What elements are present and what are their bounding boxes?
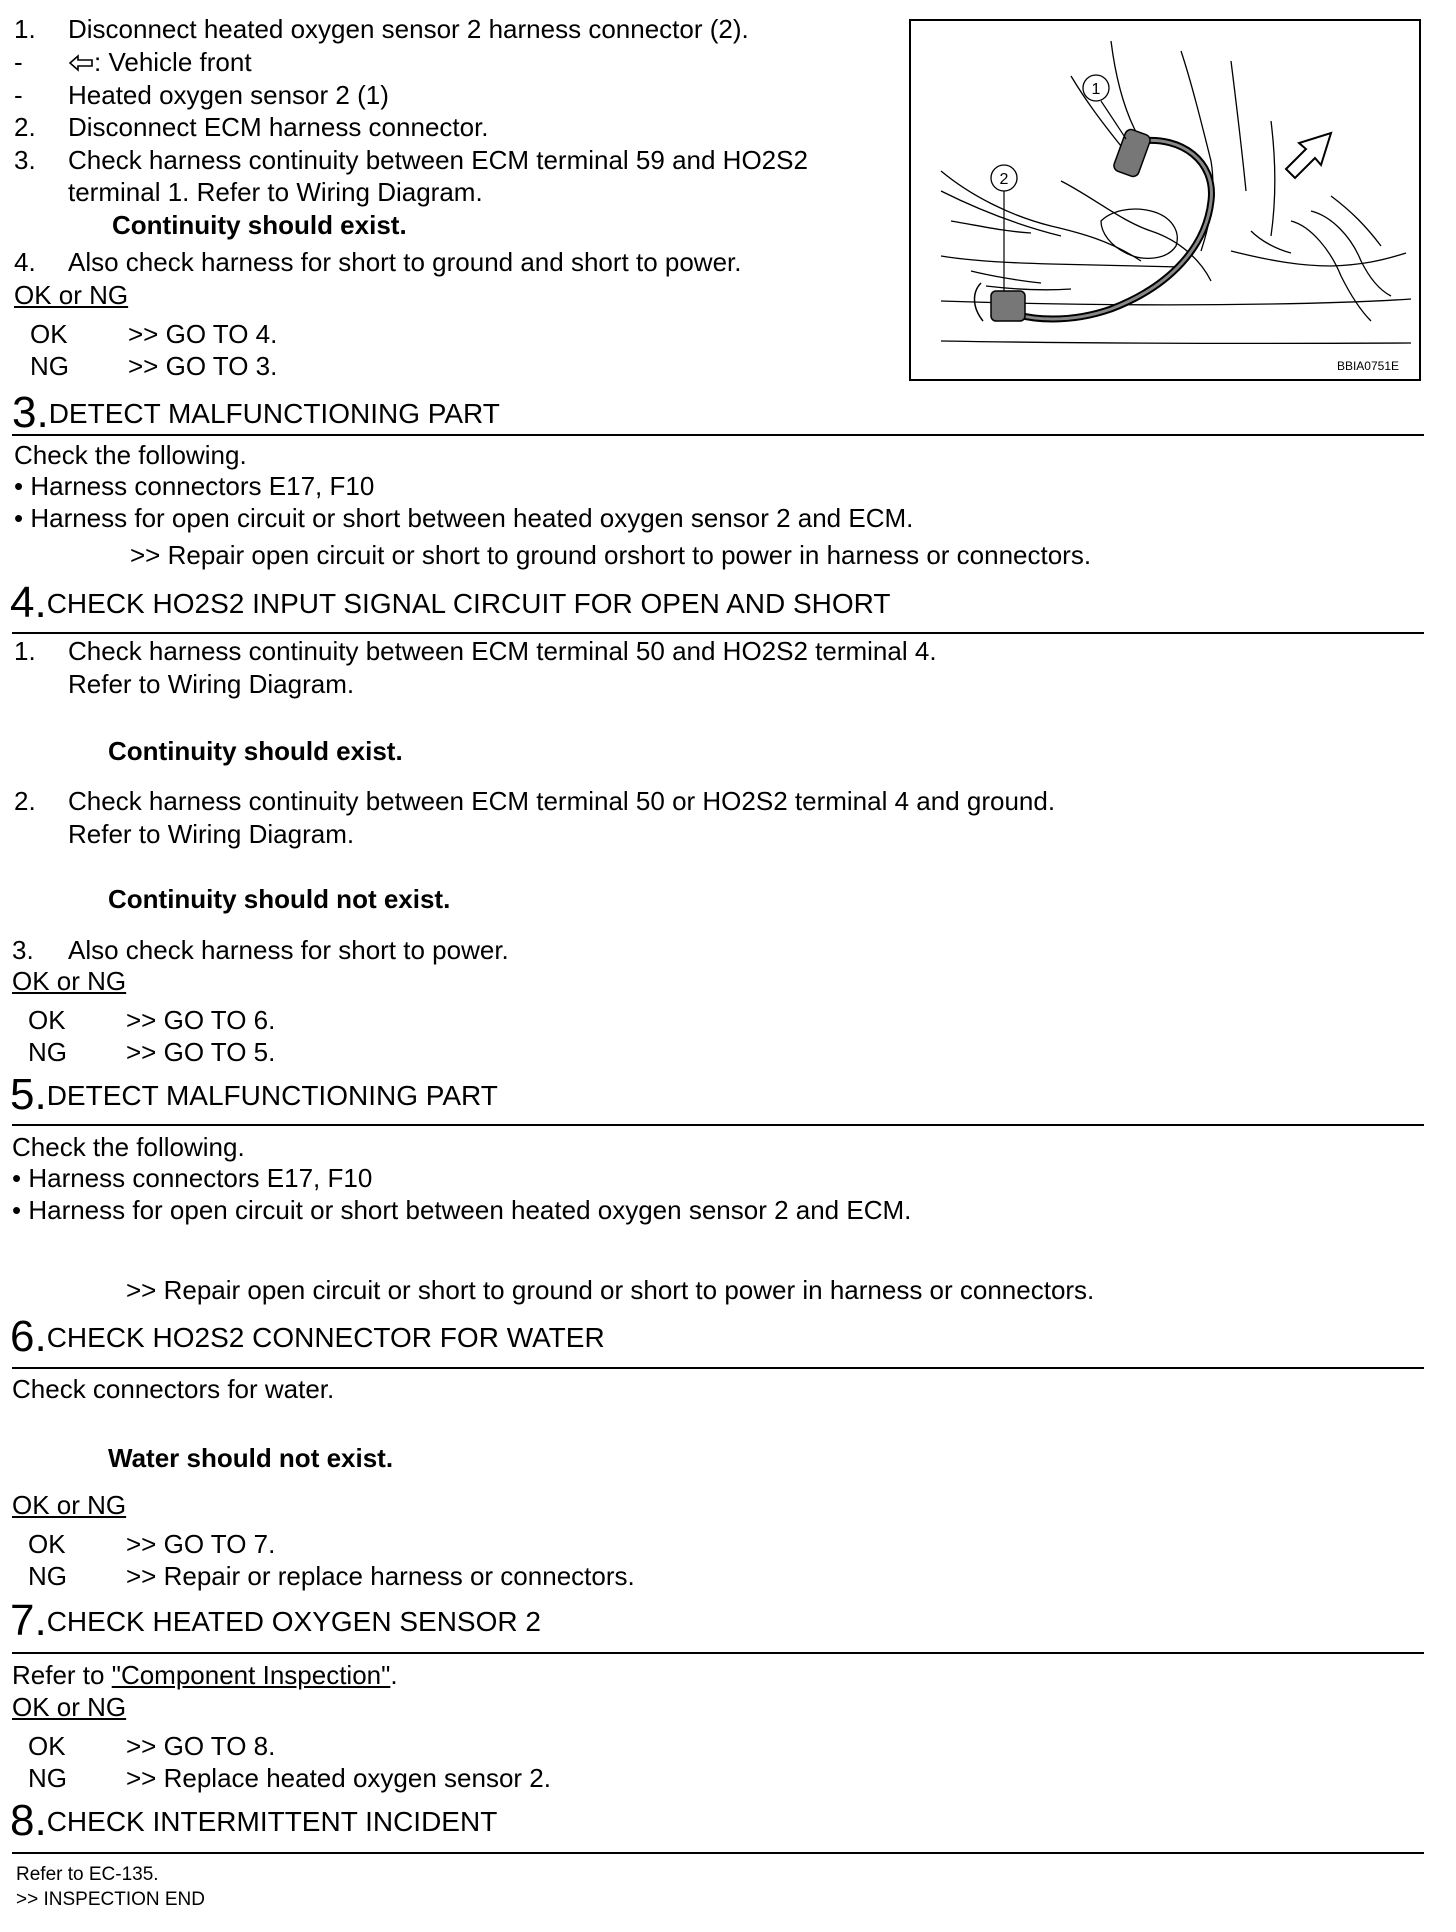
intro-text: Check connectors for water.	[12, 1374, 335, 1404]
step-text: Disconnect ECM harness connector.	[68, 112, 489, 142]
condition-text: Continuity should exist.	[108, 736, 403, 766]
ng-label: NG	[28, 1763, 67, 1793]
step-text-continued: Refer to Wiring Diagram.	[68, 669, 355, 699]
ng-action: >> Replace heated oxygen sensor 2.	[126, 1763, 551, 1793]
step-number: 3.	[14, 145, 36, 175]
callout-2: 2	[999, 171, 1009, 188]
refer-text: Refer to EC-135.	[16, 1864, 159, 1885]
ok-action: >> GO TO 7.	[126, 1529, 276, 1559]
step-text-continued: terminal 1. Refer to Wiring Diagram.	[68, 177, 483, 207]
step-text: Check harness continuity between ECM terminal 50 and HO2S2 terminal 4.	[68, 636, 937, 666]
step-text: Disconnect heated oxygen sensor 2 harness connector (2).	[68, 14, 749, 44]
section-heading-5	[10, 1070, 498, 1120]
section-divider	[12, 1652, 1424, 1654]
ok-ng-heading: OK or NG	[12, 966, 127, 996]
action-text: >> Repair open circuit or short to ground or short to power in harness or connectors.	[126, 1275, 1095, 1305]
ok-ng-heading: OK or NG	[12, 1490, 127, 1520]
section-heading-7	[10, 1596, 541, 1646]
section-heading-3	[12, 388, 500, 438]
section-title: CHECK HO2S2 INPUT SIGNAL CIRCUIT FOR OPEN AND SHORT	[46, 588, 891, 619]
refer-period: .	[390, 1660, 398, 1690]
section-divider	[12, 1367, 1424, 1369]
section-title: DETECT MALFUNCTIONING PART	[46, 1080, 498, 1111]
vehicle-front-legend	[68, 47, 252, 77]
step-text: Also check harness for short to ground and short to power.	[68, 247, 742, 277]
section-title: DETECT MALFUNCTIONING PART	[48, 398, 500, 429]
figure-code: BBIA0751E	[1336, 359, 1399, 373]
step-number: 2.	[14, 786, 36, 816]
callout-1: 1	[1091, 81, 1101, 98]
step-number: 1.	[14, 636, 36, 666]
ng-action: >> GO TO 3.	[128, 351, 278, 381]
section-number: 6.	[10, 1312, 47, 1361]
dash-bullet: -	[14, 47, 23, 77]
engine-underbody-illustration	[911, 21, 1419, 379]
ng-action: >> GO TO 5.	[126, 1037, 276, 1067]
section-divider	[12, 1852, 1424, 1854]
ok-label: OK	[30, 319, 68, 349]
section-heading-8	[10, 1796, 497, 1846]
section-heading-4	[10, 578, 891, 628]
section-number: 7.	[10, 1596, 47, 1645]
ok-action: >> GO TO 4.	[128, 319, 278, 349]
ok-label: OK	[28, 1529, 66, 1559]
ng-label: NG	[28, 1561, 67, 1591]
ok-ng-heading: OK or NG	[14, 280, 129, 310]
action-text: >> Repair open circuit or short to ground orshort to power in harness or connectors.	[130, 540, 1092, 570]
step-number: 1.	[14, 14, 36, 44]
section-number: 8.	[10, 1796, 47, 1845]
bullet-item: • Harness for open circuit or short between heated oxygen sensor 2 and ECM.	[14, 503, 914, 533]
ok-label: OK	[28, 1005, 66, 1035]
ok-ng-heading: OK or NG	[12, 1692, 127, 1722]
step-number: 2.	[14, 112, 36, 142]
condition-text: Water should not exist.	[108, 1443, 394, 1473]
section-number: 5.	[10, 1070, 47, 1119]
section-heading-6	[10, 1312, 605, 1362]
dash-bullet: -	[14, 80, 23, 110]
section-number: 4.	[10, 578, 47, 627]
ok-action: >> GO TO 8.	[126, 1731, 276, 1761]
refer-text: Refer to	[12, 1660, 112, 1690]
refer-line	[12, 1660, 398, 1690]
condition-text: Continuity should not exist.	[108, 884, 451, 914]
section-divider	[12, 434, 1424, 436]
sensor-location-figure	[909, 19, 1421, 381]
section-title: CHECK HO2S2 CONNECTOR FOR WATER	[46, 1322, 605, 1353]
bullet-item: • Harness for open circuit or short between heated oxygen sensor 2 and ECM.	[12, 1195, 912, 1225]
condition-text: Continuity should exist.	[112, 210, 407, 240]
section-divider	[12, 632, 1424, 634]
step-text: Check harness continuity between ECM terminal 59 and HO2S2	[68, 145, 808, 175]
ok-label: OK	[28, 1731, 66, 1761]
section-divider	[12, 1124, 1424, 1126]
bullet-item: • Harness connectors E17, F10	[14, 471, 375, 501]
section-title: CHECK HEATED OXYGEN SENSOR 2	[46, 1606, 541, 1637]
step-text: Check harness continuity between ECM terminal 50 or HO2S2 terminal 4 and ground.	[68, 786, 1056, 816]
step-text-continued: Refer to Wiring Diagram.	[68, 819, 355, 849]
section-title: CHECK INTERMITTENT INCIDENT	[46, 1806, 498, 1837]
ng-action: >> Repair or replace harness or connectors.	[126, 1561, 635, 1591]
inspection-end: >> INSPECTION END	[16, 1889, 205, 1910]
front-arrow-icon	[68, 49, 94, 69]
step-number: 3.	[12, 935, 34, 965]
ng-label: NG	[30, 351, 69, 381]
vehicle-front-label: : Vehicle front	[94, 47, 252, 77]
ng-label: NG	[28, 1037, 67, 1067]
sensor-legend: Heated oxygen sensor 2 (1)	[68, 80, 389, 110]
intro-text: Check the following.	[14, 440, 247, 470]
vehicle-front-arrow-icon	[1286, 133, 1331, 178]
ok-action: >> GO TO 6.	[126, 1005, 276, 1035]
section-number: 3.	[12, 388, 49, 437]
component-inspection-link[interactable]: "Component Inspection"	[111, 1660, 391, 1690]
bullet-item: • Harness connectors E17, F10	[12, 1163, 373, 1193]
step-text: Also check harness for short to power.	[68, 935, 509, 965]
sensor-1-shape	[1112, 128, 1151, 178]
intro-text: Check the following.	[12, 1132, 245, 1162]
step-number: 4.	[14, 247, 36, 277]
